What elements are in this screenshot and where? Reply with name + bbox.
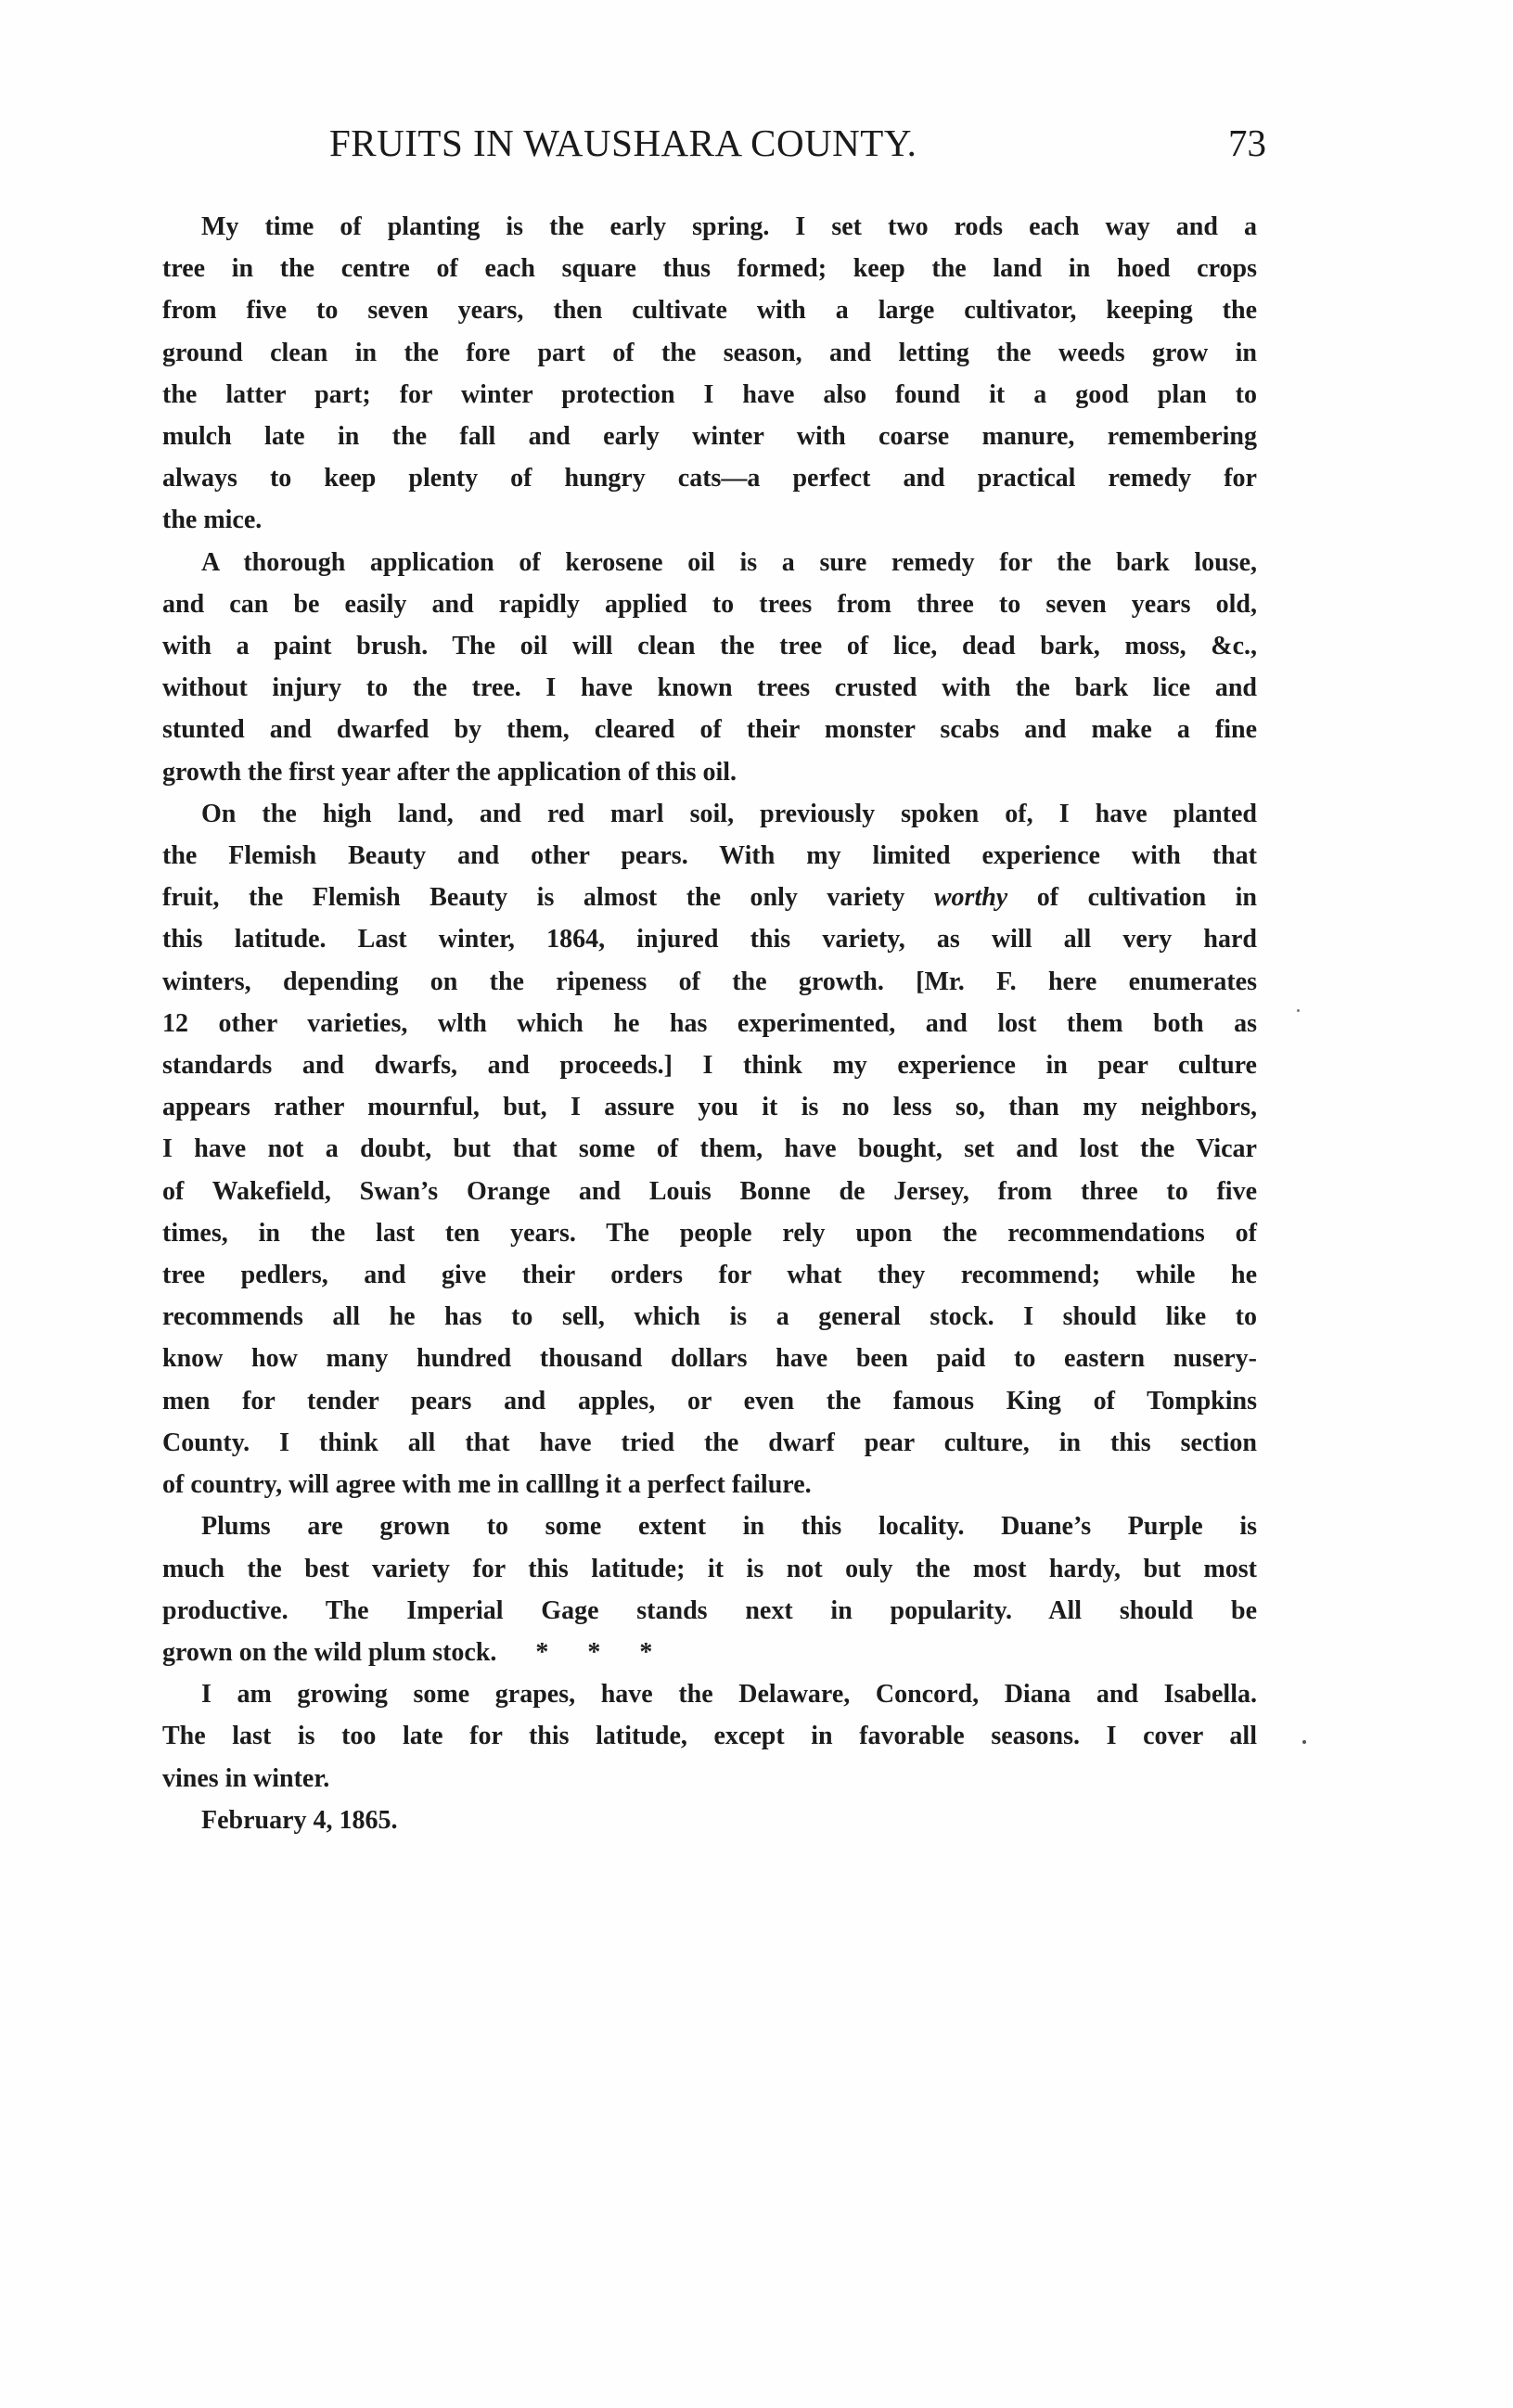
- page-header: [162, 121, 1266, 176]
- text-line: appears rather mournful, but, I assure you it is no less so, than my neighbors,: [162, 1093, 1257, 1122]
- text-line: A thorough application of kerosene oil is a sure remedy for the bark louse,: [201, 547, 1257, 577]
- text-line: of country, will agree with me in calllng it a perfect failure.: [162, 1470, 812, 1500]
- text-line: Plums are grown to some extent in this locality. Duane’s Purple is: [201, 1512, 1257, 1542]
- text-line: standards and dwarfs, and proceeds.] I think my experience in pear culture: [162, 1051, 1257, 1081]
- text-line: tree in the centre of each square thus formed; keep the land in hoed crops: [162, 254, 1257, 284]
- text-line: with a paint brush. The oil will clean the tree of lice, dead bark, moss, &c.,: [162, 632, 1257, 661]
- text-line: tree pedlers, and give their orders for what they recommend; while he: [162, 1261, 1257, 1290]
- text-line: from five to seven years, then cultivate with a large cultivator, keeping the: [162, 296, 1257, 326]
- text-line: and can be easily and rapidly applied to trees from three to seven years old,: [162, 589, 1257, 619]
- text-line: growth the first year after the application of this oil.: [162, 757, 737, 787]
- text-line: ground clean in the fore part of the season, and letting the weeds grow in: [162, 338, 1257, 367]
- text-line: winters, depending on the ripeness of the growth. [Mr. F. here enumerates: [162, 967, 1257, 996]
- text-line: the mice.: [162, 506, 263, 535]
- text-line: men for tender pears and apples, or even the famous King of Tompkins: [162, 1386, 1257, 1415]
- text-line: always to keep plenty of hungry cats—a perfect and practical remedy for: [162, 464, 1257, 493]
- paragraph-planting: [162, 206, 1257, 542]
- italic-word: worthy: [933, 883, 1008, 913]
- text-line: of Wakefield, Swan’s Orange and Louis Bonne de Jersey, from three to five: [162, 1176, 1257, 1206]
- text-line: 12 other varieties, wlth which he has experimented, and lost them both as: [162, 1008, 1257, 1038]
- ink-speck: [1297, 1009, 1300, 1012]
- text-line: I am growing some grapes, have the Delaware, Concord, Diana and Isabella.: [201, 1680, 1257, 1710]
- text-line: mulch late in the fall and early winter with coarse manure, remembering: [162, 422, 1257, 452]
- text-line: without injury to the tree. I have known trees crusted with the bark lice and: [162, 673, 1257, 703]
- text-line: the latter part; for winter protection I have also found it a good plan to: [162, 379, 1257, 409]
- text-line: productive. The Imperial Gage stands next in popularity. All should be: [162, 1595, 1257, 1625]
- text-line: On the high land, and red marl soil, previously spoken of, I have planted: [201, 799, 1257, 828]
- text-segment: fruit, the Flemish Beauty is almost the only variety: [162, 883, 934, 913]
- date-line: February 4, 1865.: [201, 1805, 398, 1835]
- running-head: FRUITS IN WAUSHARA COUNTY.: [329, 122, 917, 164]
- text-line: know how many hundred thousand dollars have been paid to eastern nusery-: [162, 1344, 1257, 1374]
- text-line: recommends all he has to sell, which is a general stock. I should like to: [162, 1302, 1257, 1332]
- text-line: stunted and dwarfed by them, cleared of their monster scabs and make a fine: [162, 715, 1257, 745]
- paragraph-pears: [162, 793, 1257, 1505]
- text-line: County. I think all that have tried the dwarf pear culture, in this section: [162, 1428, 1257, 1457]
- paragraph-grapes: [162, 1673, 1257, 1800]
- text-line-with-italic: [162, 877, 1257, 918]
- text-line: The last is too late for this latitude, except in favorable seasons. I cover all: [162, 1722, 1257, 1751]
- text-line: I have not a doubt, but that some of them, have bought, set and lost the Vicar: [162, 1134, 1257, 1164]
- page-number: 73: [1228, 122, 1266, 164]
- text-segment: of cultivation in: [1007, 883, 1258, 913]
- text-line: the Flemish Beauty and other pears. With my limited experience with that: [162, 841, 1257, 871]
- paragraph-kerosene: [162, 542, 1257, 793]
- text-line: grown on the wild plum stock. * * *: [162, 1637, 653, 1667]
- text-line: much the best variety for this latitude; it is not ouly the most hardy, but most: [162, 1554, 1257, 1583]
- ink-speck: [1302, 1740, 1306, 1744]
- paragraph-plums: [162, 1505, 1257, 1673]
- body-text: [162, 206, 1257, 1841]
- text-line: vines in winter.: [162, 1763, 330, 1793]
- text-line: times, in the last ten years. The people rely upon the recommendations of: [162, 1218, 1257, 1248]
- text-line: My time of planting is the early spring. I set two rods each way and a: [201, 212, 1257, 241]
- date-paragraph: [162, 1800, 1257, 1841]
- text-line: this latitude. Last winter, 1864, injured this variety, as will all very hard: [162, 925, 1257, 954]
